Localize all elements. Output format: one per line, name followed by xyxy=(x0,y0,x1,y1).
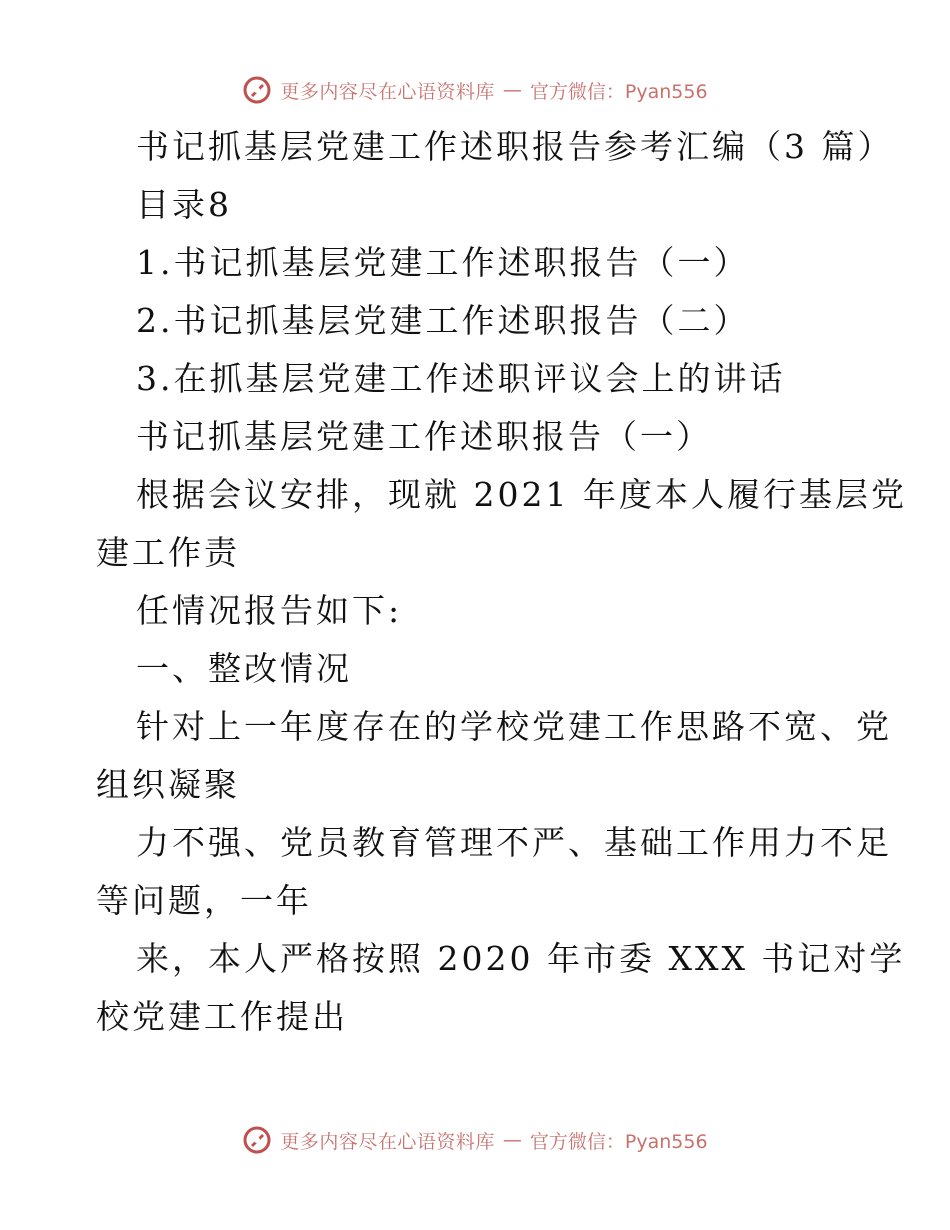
watermark-separator: — xyxy=(502,79,522,101)
document-line: 1.书记抓基层党建工作述职报告（一） xyxy=(136,243,750,282)
document-line: 校党建工作提出 xyxy=(96,997,348,1036)
document-line: 等问题，一年 xyxy=(96,881,312,920)
watermark-site-text: 更多内容尽在心语资料库 xyxy=(280,1130,495,1153)
brand-logo-icon xyxy=(242,75,272,105)
document-line: 力不强、党员教育管理不严、基础工作用力不足 xyxy=(136,823,892,862)
document-line: 组织凝聚 xyxy=(96,765,240,804)
document-line: 书记抓基层党建工作述职报告（一） xyxy=(136,417,712,456)
watermark-wechat-text: 官方微信：Pyan556 xyxy=(529,1130,708,1153)
brand-logo-icon xyxy=(242,1125,272,1155)
watermark-site-text: 更多内容尽在心语资料库 xyxy=(280,80,495,103)
watermark-separator: — xyxy=(502,1129,522,1151)
document-line: 任情况报告如下: xyxy=(136,591,403,630)
document-line: 2.书记抓基层党建工作述职报告（二） xyxy=(136,301,750,340)
document-line: 建工作责 xyxy=(96,533,240,572)
document-body xyxy=(96,118,907,1046)
document-line: 书记抓基层党建工作述职报告参考汇编（3 篇） xyxy=(136,127,894,166)
document-line: 一、整改情况 xyxy=(136,649,352,688)
document-line: 根据会议安排，现就 2021 年度本人履行基层党 xyxy=(136,475,907,514)
document-line: 来，本人严格按照 2020 年市委 XXX 书记对学 xyxy=(136,939,906,978)
document-line: 3.在抓基层党建工作述职评议会上的讲话 xyxy=(136,359,786,398)
watermark-footer xyxy=(0,1123,950,1157)
watermark-wechat-text: 官方微信：Pyan556 xyxy=(529,80,708,103)
document-line: 目录8 xyxy=(136,185,232,224)
document-line: 针对上一年度存在的学校党建工作思路不宽、党 xyxy=(136,707,892,746)
watermark-header xyxy=(0,73,950,107)
